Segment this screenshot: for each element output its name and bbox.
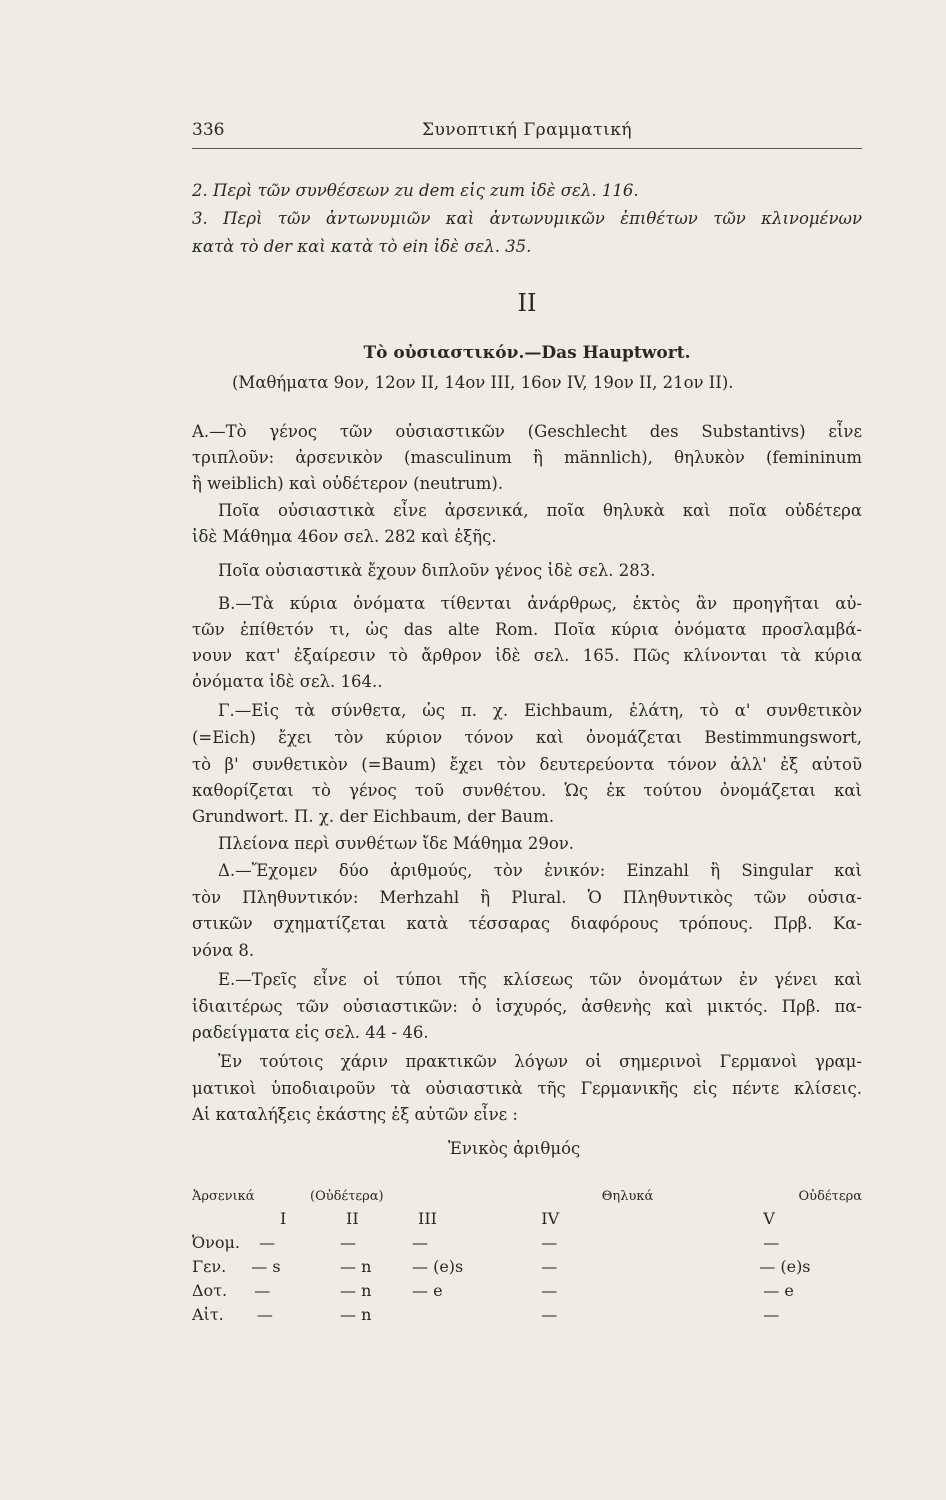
table-cell: —: [412, 1233, 428, 1252]
text-line: 2. Περὶ τῶν συνθέσεων zu dem εἰς zum ἰδὲ σελ. 116.: [192, 181, 639, 200]
running-title: Συνοπτική Γραμματική: [421, 120, 633, 140]
paragraph-f-line: Αἱ καταλήξεις ἑκάστης ἐξ αὐτῶν εἶνε :: [192, 1105, 518, 1124]
table-cell: — e: [763, 1281, 794, 1300]
paragraph-f-line: Ἐν τούτοις χάριν πρακτικῶν λόγων οἱ σημερινοὶ Γερμανοὶ γραμ-: [218, 1052, 862, 1071]
paragraph-d-line: στικῶν σχηματίζεται κατὰ τέσσαρας διαφόρους τρόπους. Πρβ. Κα-: [192, 914, 862, 933]
paragraph-a-line: ἰδὲ Μάθημα 46ον σελ. 282 καὶ ἑξῆς.: [192, 527, 497, 546]
case-label: Ὀνομ. —: [192, 1233, 276, 1252]
group-header-neuter: Οὐδέτερα: [798, 1189, 862, 1204]
column-label: II: [346, 1209, 359, 1228]
paragraph-d-line: τὸν Πληθυντικόν: Merhzahl ἢ Plural. Ὁ Πληθυντικὸς τῶν οὐσια-: [192, 888, 862, 907]
paragraph-a-line: τριπλοῦν: ἀρσενικὸν (masculinum ἢ männlich), θηλυκὸν (femininum: [192, 448, 862, 467]
paragraph-g-line: τὸ β' συνθετικὸν (=Baum) ἔχει τὸν δευτερεύοντα τόνον ἀλλ' ἐξ αὐτοῦ: [192, 755, 862, 774]
table-cell: —: [541, 1257, 558, 1276]
group-header-masculine: Ἀρσενικά: [192, 1189, 255, 1204]
paragraph-f-line: ματικοὶ ὑποδιαιροῦν τὰ οὐσιαστικὰ τῆς Γερμανικῆς εἰς πέντε κλίσεις.: [192, 1079, 862, 1098]
table-cell: — n: [340, 1257, 372, 1276]
section-number: II: [517, 289, 537, 317]
group-header-feminine: Θηλυκά: [601, 1189, 654, 1204]
paragraph-g-line: Γ.—Εἰς τὰ σύνθετα, ὡς π. χ. Eichbaum, ἐλάτη, τὸ α' συνθετικὸν: [218, 701, 862, 720]
column-label: V: [763, 1209, 775, 1228]
table-cell: — n: [340, 1305, 372, 1324]
paragraph-e-line: Ε.—Τρεῖς εἶνε οἱ τύποι τῆς κλίσεως τῶν ὀνομάτων ἐν γένει καὶ: [218, 970, 862, 989]
paragraph-b-line: νουν κατ' ἐξαίρεσιν τὸ ἄρθρον ἰδὲ σελ. 165. Πῶς κλίνονται τὰ κύρια: [192, 646, 862, 665]
table-cell: — (e)s: [759, 1257, 811, 1276]
table-column-row: [192, 1204, 862, 1228]
table-row: [192, 1276, 862, 1300]
paragraph-g-line: (=Eich) ἔχει τὸν κύριον τόνον καὶ ὀνομάζεται Bestimmungswort,: [192, 728, 862, 747]
group-header-neuter-parenthetical: (Οὐδέτερα): [310, 1189, 384, 1204]
table-cell: — n: [340, 1281, 372, 1300]
table-cell: —: [541, 1233, 558, 1252]
paragraph-b-line: Β.—Τὰ κύρια ὀνόματα τίθενται ἀνάρθρως, ἐκτὸς ἂν προηγῆται αὐ-: [218, 594, 862, 613]
header-rule: [192, 148, 862, 149]
table-row: [192, 1300, 862, 1324]
paragraph-a-line: ἢ weiblich) καὶ οὐδέτερον (neutrum).: [192, 474, 504, 493]
table-cell: —: [541, 1281, 558, 1300]
paragraph-d-line: Δ.—Ἔχομεν δύο ἀριθμούς, τὸν ἑνικόν: Einzahl ἢ Singular καὶ: [218, 861, 862, 880]
text-line: κατὰ τὸ der καὶ κατὰ τὸ ein ἰδὲ σελ. 35.: [192, 237, 532, 256]
running-header: [192, 120, 862, 150]
table-cell: — e: [412, 1281, 443, 1300]
case-label: Αἰτ. —: [192, 1305, 273, 1324]
paragraph-b-line: τῶν ἐπίθετόν τι, ὡς das alte Rom. Ποῖα κύρια ὀνόματα προσλαμβά-: [192, 620, 862, 639]
table-row: [192, 1252, 862, 1276]
table-cell: —: [763, 1233, 780, 1252]
table-cell: —: [541, 1305, 558, 1324]
case-label: Γεν. — s: [192, 1257, 281, 1276]
column-label: III: [418, 1209, 437, 1228]
table-group-header-row: [192, 1180, 862, 1204]
table-cell: —: [763, 1305, 780, 1324]
paragraph-d-line: νόνα 8.: [192, 941, 255, 960]
table-cell: — (e)s: [412, 1257, 464, 1276]
lessons-reference: (Μαθήματα 9ον, 12ον II, 14ον III, 16ον IV, 19ον II, 21ον II).: [232, 373, 734, 392]
paragraph-g-line: Πλείονα περὶ συνθέτων ἴδε Μάθημα 29ον.: [218, 834, 575, 853]
text-line: 3. Περὶ τῶν ἀντωνυμιῶν καὶ ἀντωνυμικῶν ἐπιθέτων τῶν κλινομένων: [192, 209, 862, 228]
paragraph-e-line: ραδείγματα εἰς σελ. 44 - 46.: [192, 1023, 429, 1042]
page-number: 336: [192, 120, 225, 140]
column-label: I: [280, 1209, 287, 1228]
table-title: Ἑνικὸς ἀριθμός: [448, 1139, 581, 1158]
paragraph-g-line: Grundwort. Π. χ. der Eichbaum, der Baum.: [192, 807, 555, 826]
paragraph-e-line: ἰδιαιτέρως τῶν οὐσιαστικῶν: ὁ ἰσχυρός, ἀσθενὴς καὶ μικτός. Πρβ. πα-: [192, 997, 862, 1016]
table-row: [192, 1228, 862, 1252]
paragraph-a-line: Ποῖα οὐσιαστικὰ εἶνε ἀρσενικά, ποῖα θηλυκὰ καὶ ποῖα οὐδέτερα: [218, 501, 862, 520]
paragraph-b-line: ὀνόματα ἰδὲ σελ. 164..: [192, 672, 383, 691]
case-label: Δοτ. —: [192, 1281, 271, 1300]
section-heading: Τὸ οὐσιαστικόν.—Das Hauptwort.: [363, 343, 691, 363]
table-cell: [406, 1300, 483, 1324]
paragraph-g-line: καθορίζεται τὸ γένος τοῦ συνθέτου. Ὡς ἐκ τούτου ὀνομάζεται καὶ: [192, 781, 862, 800]
table-cell: —: [340, 1233, 356, 1252]
paragraph-a-line: Ποῖα οὐσιαστικὰ ἔχουν διπλοῦν γένος ἰδὲ σελ. 283.: [218, 561, 656, 580]
declension-table: [192, 1180, 862, 1324]
column-label: IV: [541, 1209, 560, 1228]
paragraph-a-line: Α.—Τὸ γένος τῶν οὐσιαστικῶν (Geschlecht des Substantivs) εἶνε: [192, 422, 862, 441]
